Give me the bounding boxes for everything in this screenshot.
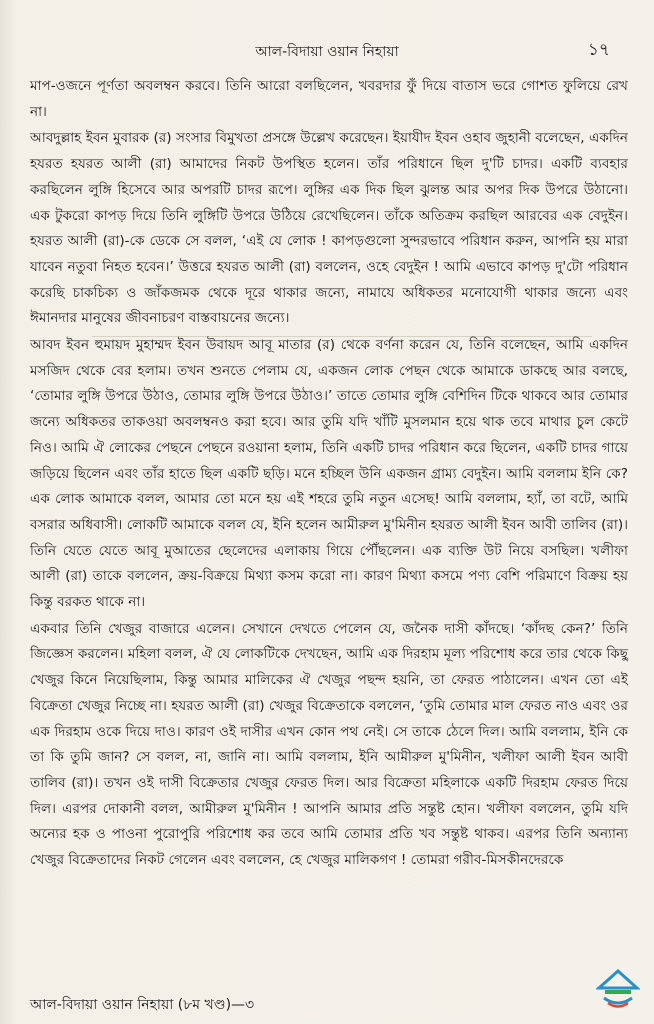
paragraph-4: একবার তিনি খেজুর বাজারে এলেন। সেখানে দেখতে পেলেন যে, জনৈক দাসী কাঁদছে। ‘কাঁদছ কেন?’ তিনি জিজ্ঞেস করলেন। মহিলা বলল, ঐ যে লোকটিকে দেখছেন, আমি এক দিরহাম মূল্য পরিশোধ করে তার থেকে কিছু খেজুর কিনে নিয়েছিলাম, কিন্তু আমার মালিকের ঐ খেজুর পছন্দ হয়নি, তা ফেরত পাঠালেন। এখন তো এই বিক্রেতা খেজুর নিচ্ছে না। হযরত আলী (রা) খেজুর বিক্রেতাকে বললেন, ‘তুমি তোমার মাল ফেরত নাও এবং ওর এক দিরহাম ওকে দিয়ে দাও। কারণ ওই দাসীর এখন কোন পথ নেই। সে তাকে ঠেলে দিল। আমি বললাম, ইনি কে তা কি তুমি জান? সে বলল, না, জানি না। আমি বললাম, ইনি আমীরুল মু'মিনীন, খলীফা আলী ইবন আবী তালিব (রা)। তখন ওই দাসী বিক্রেতার খেজুর ফেরত দিল। আর বিক্রেতা মহিলাকে একটি দিরহাম ফেরত দিয়ে দিল। এরপর দোকানী বলল, আমীরুল মু'মিনীন ! আপনি আমার প্রতি সন্তুষ্ট হোন। খলীফা বললেন, তুমি যদি অন্যের হক ও পাওনা পুরোপুরি পরিশোধ কর তবে আমি তোমার প্রতি খব সন্তুষ্ট থাকব। এরপর তিনি অন্যান্য খেজুর বিক্রেতাদের নিকট গেলেন এবং বললেন, হে খেজুর মালিকগণ ! তোমরা গরীব-মিসকীনদেরকে [30,620,628,869]
paragraph-1: মাপ-ওজনে পূর্ণতা অবলম্বন করবে। তিনি আরো বলছিলেন, খবরদার ফুঁ দিয়ে বাতাস ভরে গোশত ফুলিয়ে রেখ না। [30,78,628,120]
body-text [30,74,628,874]
publisher-logo-icon [596,968,640,1012]
page-number: ১৭ [587,40,610,60]
paragraph-2: আবদুল্লাহ ইবন মুবারক (র) সংসার বিমুখতা প্রসঙ্গে উল্লেখ করেছেন। ইয়াযীদ ইবন ওহাব জুহানী বলেছেন, একদিন হযরত হযরত আলী (রা) আমাদের নিকট উপস্থিত হলেন। তাঁর পরিধানে ছিল দু'টি চাদর। একটি ব্যবহার করছিলেন লুঙ্গি হিসেবে আর অপরটি চাদর রূপে। লুঙ্গির এক দিক ছিল ঝুলন্ত আর অপর দিক উপরে উঠানো। এক টুকরো কাপড় দিয়ে তিনি লুঙ্গিটি উপরে উঠিয়ে রেখেছিলেন। তাঁকে অতিক্রম করছিল আরবের এক বেদুইন। হযরত আলী (রা)-কে ডেকে সে বলল, ‘এই যে লোক ! কাপড়গুলো সুন্দরভাবে পরিধান করুন, আপনি হয় মারা যাবেন নতুবা নিহত হবেন।’ উত্তরে হযরত আলী (রা) বললেন, ওহে বেদুইন ! আমি এভাবে কাপড় দু'টো পরিধান করেছি চাকচিক্য ও জাঁকজমক থেকে দূরে থাকার জন্যে, নামাযে অধিকতর মনোযোগী থাকার জন্যে এবং ঈমানদার মানুষের জীবনাচরণ বাস্তবায়নের জন্যে। [30,130,628,327]
page-footer: আল-বিদায়া ওয়ান নিহায়া (৮ম খণ্ড)—৩ [30,997,255,1013]
page-header [0,40,654,62]
running-title: আল-বিদায়া ওয়ান নিহায়া [255,44,399,60]
paragraph-3: আবদ ইবন হুমায়দ মুহাম্মদ ইবন উবায়দ আবূ মাতার (র) থেকে বর্ণনা করেন যে, তিনি বলেছেন, আমি একদিন মসজিদ থেকে বের হলাম। তখন শুনতে পেলাম যে, একজন লোক পেছন থেকে আমাকে ডাকছে আর বলছে, ‘তোমার লুঙ্গি উপরে উঠাও, তোমার লুঙ্গি উপরে উঠাও।’ তাতে তোমার লুঙ্গি বেশিদিন টিকে থাকবে আর তোমার জন্যে অধিকতর তাকওয়া অবলম্বনও করা হবে। আর তুমি যদি খাঁটি মুসলমান হয়ে থাক তবে মাথার চুল কেটে নিও। আমি ঐ লোকের পেছনে পেছনে রওয়ানা হলাম, তিনি একটি চাদর পরিধান করে ছিলেন, একটি চাদর গায়ে জড়িয়ে ছিলেন এবং তাঁর হাতে ছিল একটি ছড়ি। মনে হচ্ছিল উনি একজন গ্রাম্য বেদুইন। আমি বললাম ইনি কে? এক লোক আমাকে বলল, আমার তো মনে হয় এই শহরে তুমি নতুন এসেছ! আমি বললাম, হ্যাঁ, তা বটে, আমি বসরার অধিবাসী। লোকটি আমাকে বলল যে, ইনি হলেন আমীরুল মু'মিনীন হযরত আলী ইবন আবী তালিব (রা)। তিনি যেতে যেতে আবূ মুআতের ছেলেদের এলাকায় গিয়ে পৌঁছলেন। এক ব্যক্তি উট নিয়ে বসছিল। খলীফা আলী (রা) তাকে বললেন, ক্রয়-বিক্রয়ে মিথ্যা কসম করো না। কারণ মিথ্যা কসমে পণ্য বেশি পরিমাণে বিক্রয় হয় কিন্তু বরকত থাকে না। [30,337,628,611]
